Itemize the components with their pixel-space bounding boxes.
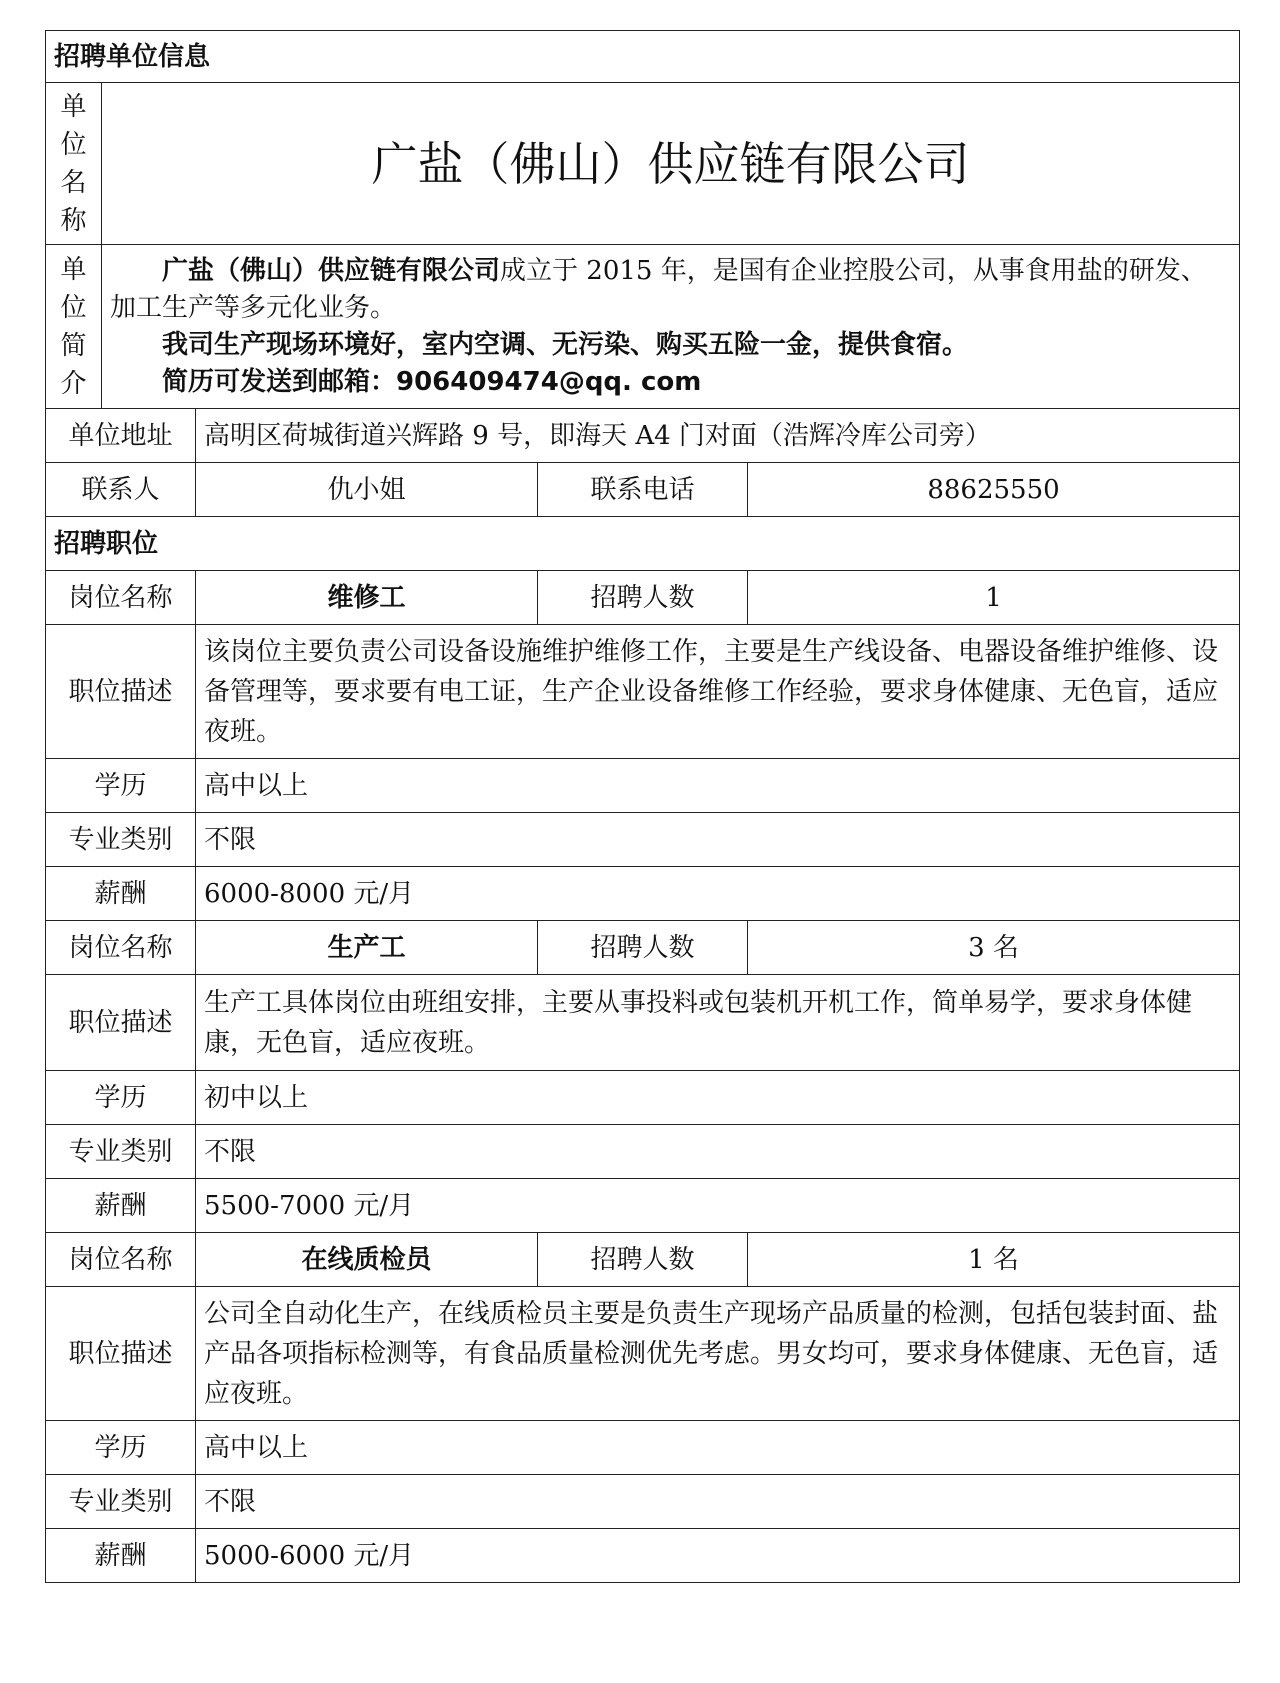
education-label: 学历 bbox=[46, 759, 196, 813]
job-description: 该岗位主要负责公司设备设施维护维修工作，主要是生产线设备、电器设备维护维修、设备管理等，要求要有电工证，生产企业设备维修工作经验，要求身体健康、无色盲，适应夜班。 bbox=[196, 625, 1240, 759]
job-headcount: 1 名 bbox=[748, 1233, 1240, 1287]
post-name-label: 岗位名称 bbox=[46, 921, 196, 975]
headcount-label: 招聘人数 bbox=[538, 1233, 748, 1287]
contact-label: 联系人 bbox=[46, 463, 196, 517]
headcount-label: 招聘人数 bbox=[538, 571, 748, 625]
job-title: 生产工 bbox=[196, 921, 538, 975]
salary-label: 薪酬 bbox=[46, 1179, 196, 1233]
company-name: 广盐（佛山）供应链有限公司 bbox=[102, 83, 1240, 245]
description-label: 职位描述 bbox=[46, 625, 196, 759]
job-title: 在线质检员 bbox=[196, 1233, 538, 1287]
job-major: 不限 bbox=[196, 1125, 1240, 1179]
intro-email: 简历可发送到邮箱：906409474@qq. com bbox=[162, 366, 702, 397]
major-label: 专业类别 bbox=[46, 1125, 196, 1179]
job-salary: 5500-7000 元/月 bbox=[196, 1179, 1240, 1233]
job-education: 初中以上 bbox=[196, 1071, 1240, 1125]
headcount-label: 招聘人数 bbox=[538, 921, 748, 975]
address-value: 高明区荷城街道兴辉路 9 号，即海天 A4 门对面（浩辉冷库公司旁） bbox=[196, 409, 1240, 463]
job-education: 高中以上 bbox=[196, 759, 1240, 813]
description-label: 职位描述 bbox=[46, 1287, 196, 1421]
education-label: 学历 bbox=[46, 1071, 196, 1125]
phone-value: 88625550 bbox=[748, 463, 1240, 517]
job-salary: 6000-8000 元/月 bbox=[196, 867, 1240, 921]
post-name-label: 岗位名称 bbox=[46, 571, 196, 625]
post-name-label: 岗位名称 bbox=[46, 1233, 196, 1287]
address-label: 单位地址 bbox=[46, 409, 196, 463]
intro-paragraph bbox=[110, 253, 1231, 327]
major-label: 专业类别 bbox=[46, 1475, 196, 1529]
intro-benefits: 我司生产现场环境好，室内空调、无污染、购买五险一金，提供食宿。 bbox=[162, 329, 969, 360]
education-label: 学历 bbox=[46, 1421, 196, 1475]
job-description: 生产工具体岗位由班组安排，主要从事投料或包装机开机工作，简单易学，要求身体健康，无色盲，适应夜班。 bbox=[196, 975, 1240, 1071]
salary-label: 薪酬 bbox=[46, 1529, 196, 1583]
phone-label: 联系电话 bbox=[538, 463, 748, 517]
section-title-positions: 招聘职位 bbox=[46, 517, 1240, 571]
job-salary: 5000-6000 元/月 bbox=[196, 1529, 1240, 1583]
job-description: 公司全自动化生产，在线质检员主要是负责生产现场产品质量的检测，包括包装封面、盐产品各项指标检测等，有食品质量检测优先考虑。男女均可，要求身体健康、无色盲，适应夜班。 bbox=[196, 1287, 1240, 1421]
job-headcount: 3 名 bbox=[748, 921, 1240, 975]
job-education: 高中以上 bbox=[196, 1421, 1240, 1475]
intro-text: 成立于 2015 年，是国有企业控股公司，从事食用盐的研发、加工生产等多元化业务。 bbox=[110, 255, 1207, 323]
intro-company-name: 广盐（佛山）供应链有限公司 bbox=[162, 255, 501, 286]
job-headcount: 1 bbox=[748, 571, 1240, 625]
company-name-label: 单 位 名 称 bbox=[46, 83, 102, 245]
job-major: 不限 bbox=[196, 1475, 1240, 1529]
major-label: 专业类别 bbox=[46, 813, 196, 867]
company-intro bbox=[102, 245, 1240, 409]
section-title-company-info: 招聘单位信息 bbox=[46, 31, 1240, 83]
job-major: 不限 bbox=[196, 813, 1240, 867]
salary-label: 薪酬 bbox=[46, 867, 196, 921]
company-intro-label: 单 位 简 介 bbox=[46, 245, 102, 409]
job-title: 维修工 bbox=[196, 571, 538, 625]
recruitment-table bbox=[45, 30, 1240, 1583]
contact-value: 仇小姐 bbox=[196, 463, 538, 517]
description-label: 职位描述 bbox=[46, 975, 196, 1071]
